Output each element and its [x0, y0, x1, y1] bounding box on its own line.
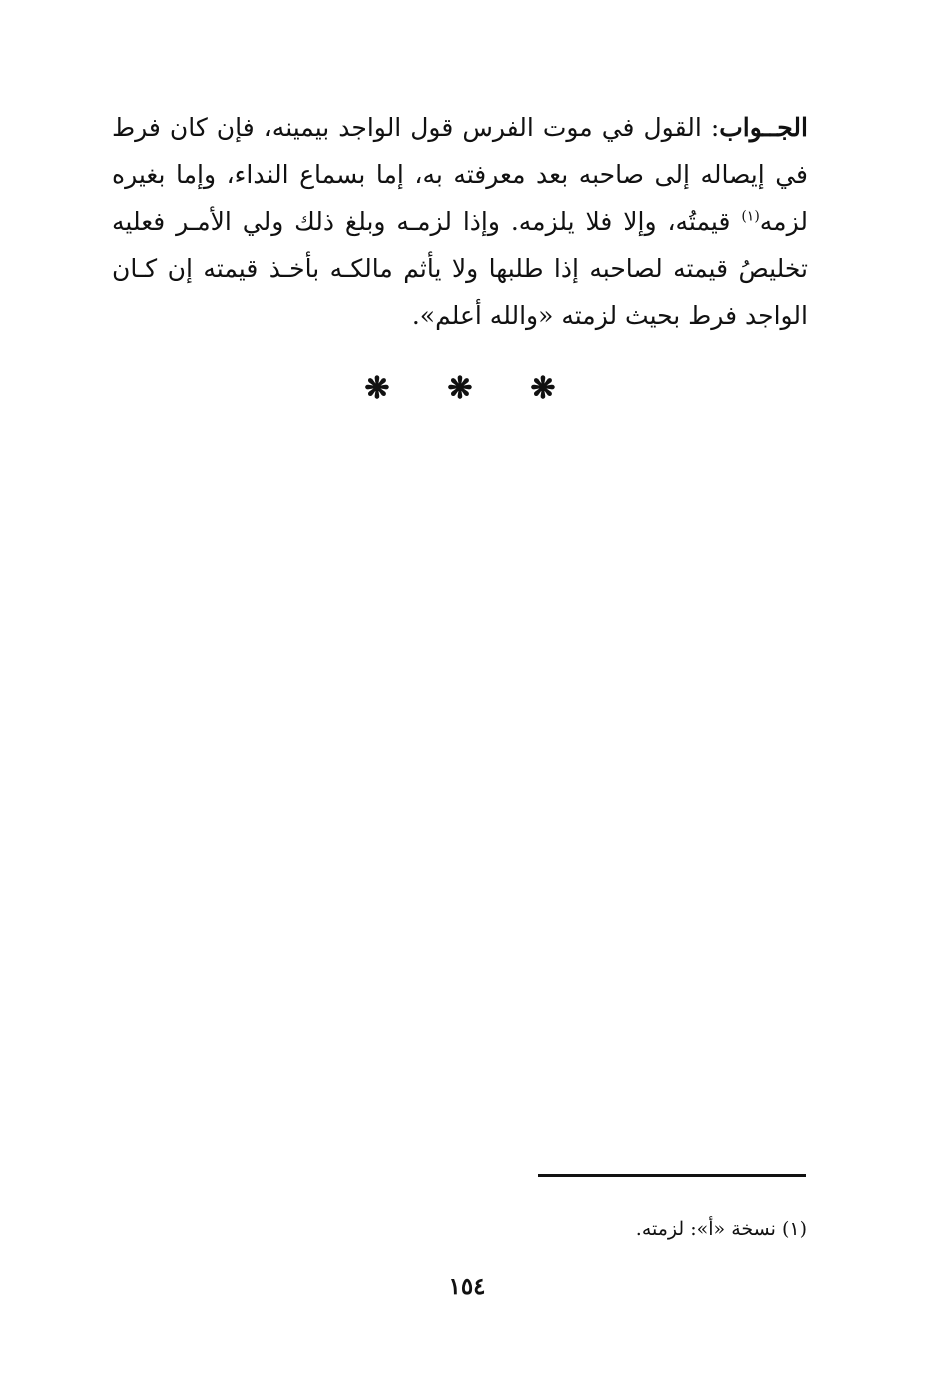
footnote-reference: (١) [741, 208, 760, 225]
separator-star-icon: ❋ [364, 371, 390, 406]
answer-label: الجــواب [719, 113, 808, 142]
separator-star-icon: ❋ [530, 371, 556, 406]
footnote-divider [538, 1174, 806, 1177]
answer-text-part-1: : القول في موت الفرس قول الواجد بيمينه، فإن كان فرط في إيصاله إلى صاحبه بعد معرفته به، إما بسماع النداء، وإما بغيره لزمه [112, 113, 808, 236]
section-separator [360, 370, 560, 408]
footnote-text: (١) نسخة «أ»: لزمته. [635, 1218, 807, 1240]
separator-star-icon: ❋ [447, 371, 473, 406]
page-number: ١٥٤ [448, 1273, 486, 1300]
answer-text-part-2: قيمتُه، وإلا فلا يلزمه. وإذا لزمـه وبلغ ذلك ولي الأمـر فعليه تخليصُ قيمته لصاحبه إذا طلبها ولا يأثم مالكـه بأخـذ قيمته إن كـان الواجد فرط بحيث لزمته «والله أعلم». [112, 207, 808, 330]
answer-paragraph [112, 104, 808, 339]
